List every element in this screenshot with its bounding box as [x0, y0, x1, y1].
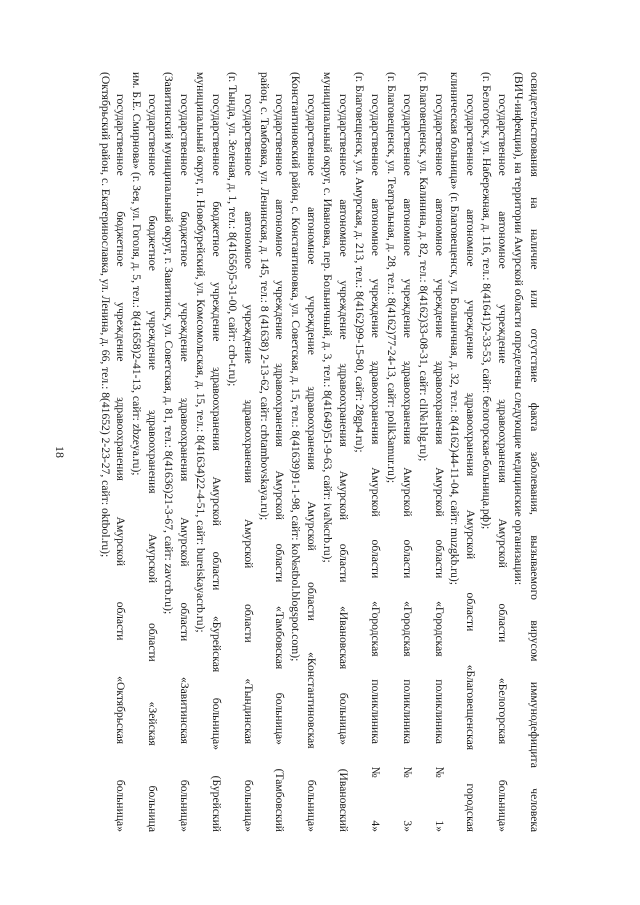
text-line: клиническая больница» (г. Благовещенск, ул. Больничная, д. 32, тел.: 8(4162)44-11-04, сайт: muzgkb.ru); [448, 72, 462, 586]
text-line: (Октябрьский район, с. Екатеринославка, ул. Ленина, д. 66, тел.: 8(41652) 2-23-27, сайт: oktbol.ru); [98, 72, 112, 558]
text-line: государственное автономное учреждение здравоохранения Амурской области «Благовещенская городская [464, 94, 478, 832]
text-line: государственное автономное учреждение здравоохранения Амурской области «Городская поликлиника № 3» [400, 94, 414, 832]
text-line: государственное бюджетное учреждение здравоохранения Амурской области «Завитинская больница» [178, 94, 192, 832]
text-line: государственное бюджетное учреждение здравоохранения Амурской области «Бурейская больница» (Бурейский [209, 94, 223, 832]
text-line: (Завитинский муниципальный округ, г. Завитинск, ул. Советская, д. 81, тел.: 8(41636)21-3-67, сайт: zavcrb.ru); [162, 72, 176, 615]
text-line: государственное автономное учреждение здравоохранения Амурской области «Городская поликлиника № 1» [432, 94, 446, 832]
page-number: 18 [53, 446, 67, 458]
text-line: (г. Благовещенск, ул. Театральная, д. 28, тел.: 8(4162)77-24-13, сайт: polik3amur.ru); [384, 72, 398, 484]
text-line: государственное автономное учреждение здравоохранения Амурской области «Городская поликлиника № 4» [368, 94, 382, 832]
text-line: государственное автономное учреждение здравоохранения Амурской области «Ивановская больница» (Ивановский [337, 94, 351, 832]
text-line: (г. Благовещенск, ул. Амурская, д. 213, тел.: 8(4162)99-15-80, сайт: 28gp4.ru); [353, 72, 367, 453]
text-line: государственное бюджетное учреждение здравоохранения Амурской области «Зейская больница [146, 94, 160, 832]
text-line: государственное автономное учреждение здравоохранения Амурской области «Белогорская больница» [496, 94, 510, 832]
text-line: (г. Благовещенск, ул. Калинина, д. 82, тел.: 8(4162)33-08-31, сайт: cli№1blg.ru); [416, 72, 430, 462]
text-line: (ВИЧ-инфекции), на территории Амурской области определены следующие медицинские организации: [512, 72, 526, 586]
text-line: (г. Белогорск, ул. Набережная, д. 116, тел.: 8(41641)2-33-53, сайт: белогорская-больница.рф); [480, 72, 494, 530]
text-line: им. Б.Е. Смирнова» (г. Зея, ул. Гоголя, д. 5, тел.: 8(41658)2-41-13, сайт: zbzeya.ru); [130, 72, 144, 476]
text-line: государственное бюджетное учреждение здравоохранения Амурской области «Октябрьская больница» [114, 94, 128, 832]
text-line: район, с. Тамбовка, ул. Ленинская, д. 145, тел.: 8 (41638) 2-13-62, сайт: crbtambovskaya.ru); [257, 72, 271, 521]
text-line: освидетельствования на наличие или отсутствие факта заболевания, вызываемого вирусом иммунодефицита человека [528, 72, 541, 832]
text-line: муниципальный округ, с. Ивановка, пер. Больничный, д. 3, тел.: 8(41649)51-9-63, сайт: iva№crb.ru); [321, 72, 335, 563]
text-line: муниципальный округ, п. Новобурейский, ул. Комсомольская, д. 15, тел.: 8(41634)22-4-51, сайт: bureiskayacrb.ru); [193, 72, 207, 633]
text-line: государственное автономное учреждение здравоохранения Амурской области «Тамбовская больница» (Тамбовский [273, 94, 287, 832]
text-line: (г. Тында, ул. Зеленая, д. 1, тел.: 8(41656)5-31-00, сайт: crb-t.ru); [225, 72, 239, 387]
text-line: (Константиновский район, с. Константиновка, ул. Советская, д. 15, тел.: 8(41639)91-1-98, сайт: ko№stbol.blogspot.com); [289, 72, 303, 662]
document-page-rotated [98, 72, 542, 832]
document-body [97, 72, 542, 832]
text-line: государственное автономное учреждение здравоохранения Амурской области «Константиновская больница» [305, 94, 319, 832]
text-line: государственное автономное учреждение здравоохранения Амурской области «Тындинская больница» [241, 94, 255, 832]
